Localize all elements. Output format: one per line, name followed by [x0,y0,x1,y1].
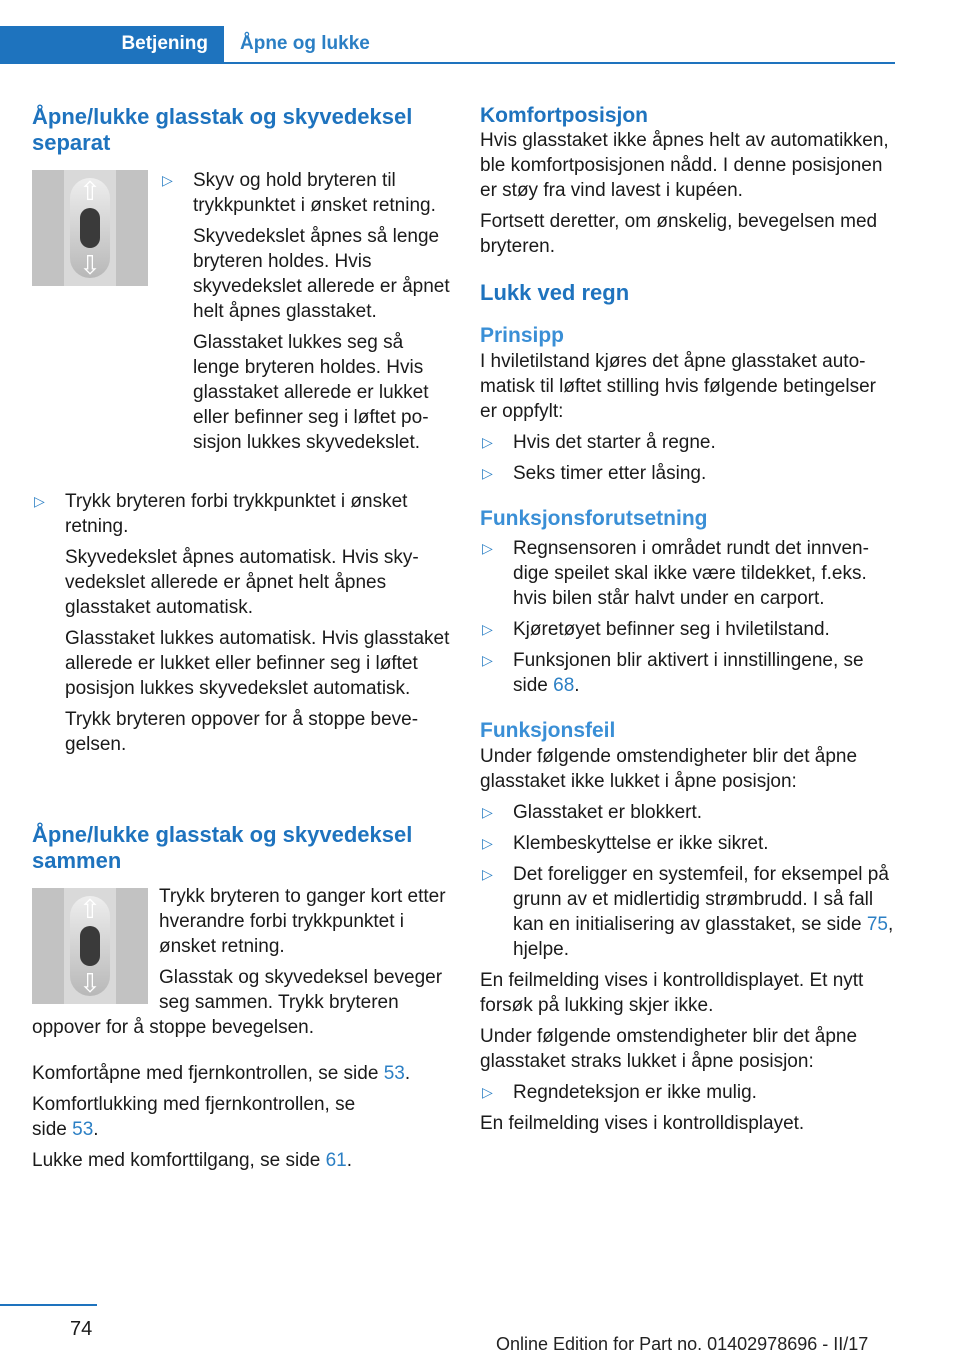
header-tabbar [0,26,895,64]
sammen-p2a: Glasstak og skyvedeksel beveger seg sammen. Trykk bryteren [159,967,443,1013]
page-number-rule [0,1304,97,1306]
switch-illustration-sammen [32,888,148,1004]
forut-title: Funksjonsforutsetning [480,507,708,530]
feil-b4: ▷ Regndeteksjon er ikke mulig. [482,1082,757,1103]
feil-p1: Under følgende omstendigheter blir det åpne glasstaket ikke lukket i åpne posisjon: [480,746,858,792]
ref-2: Komfortlukking med fjernkontrollen, se side 53. [32,1094,356,1140]
separat-b2-p3: Glasstaket lukkes automatisk. Hvis glasstaket allerede er lukket eller befinner seg i løftet posisjon lukkes skyvedekslet automatisk. [65,628,450,699]
komfort-p1: Hvis glasstaket ikke åpnes helt av automatikken, ble komfortposisjonen nådd. I denne posisjonen er støy fra vind lavest i kupéen. [480,130,889,201]
switch-illustration-separat [32,170,148,286]
prinsipp-b1: ▷ Hvis det starter å regne. [482,432,716,453]
ref-3: Lukke med komforttilgang, se side 61. [32,1150,353,1171]
separat-bullet-2 [32,489,450,763]
left-column [32,104,448,174]
page-link-75[interactable]: 75 [866,914,888,935]
feil-b3: ▷ Det foreligger en systemfeil, for eksempel på grunn av et midlertidig strømbrudd. I så fall kan en initialisering av glasstaket, se side 75, hjelpe. [482,864,894,960]
separat-b1-text: Skyv og hold bryteren til trykkpunktet i ønsket retning. [193,170,436,216]
separat-b1-p3: Glasstaket lukkes seg så lenge bryteren holdes. Hvis glasstaket allerede er lukket eller befinner seg i løftet posisjon lukkes skyvedekslet. [193,332,429,453]
arrow-up-icon: ⇧ [79,894,101,924]
sammen-text-cont [32,1015,450,1046]
prinsipp-p: I hviletilstand kjøres det åpne glasstaket automatisk til løftet stilling hvis følgende betingelser er oppfylt: [480,351,876,422]
sammen-section [32,822,450,874]
section-title-separat: Åpne/lukke glasstak og skyvedeksel separat [32,104,413,155]
feil-title: Funksjonsfeil [480,719,616,742]
feil-b1: ▷ Glasstaket er blokkert. [482,802,703,823]
bullet-arrow-icon: ▷ [482,804,493,820]
arrow-down-icon: ⇩ [79,250,101,280]
feil-p4: En feilmelding vises i kontrolldisplayet. [480,1113,805,1134]
bullet-arrow-icon: ▷ [482,1084,493,1100]
bullet-arrow-icon: ▷ [34,493,45,509]
tab-betjening[interactable]: Betjening [0,26,224,62]
rain-title: Lukk ved regn [480,280,630,305]
separat-b2-text: Trykk bryteren forbi trykkpunktet i ønsket retning. [65,491,408,537]
separat-b1-p2: Skyvedekslet åpnes så lenge bryteren holdes. Hvis skyvedekslet allerede er åpnet helt åpnes glasstaket. [193,226,450,322]
sammen-p1: Trykk bryteren to ganger kort etter hverandre forbi trykkpunktet i ønsket retning. [159,886,446,957]
tab-apne-og-lukke[interactable]: Åpne og lukke [240,33,370,54]
arrow-down-icon: ⇩ [79,968,101,998]
komfort-title: Komfortposisjon [480,104,648,127]
sammen-p2b: oppover for å stoppe bevegelsen. [32,1017,315,1038]
arrow-up-icon: ⇧ [79,176,101,206]
right-column [480,104,896,1142]
bullet-arrow-icon: ▷ [482,835,493,851]
bullet-arrow-icon: ▷ [482,621,493,637]
page-number: 74 [70,1318,93,1340]
section-title-sammen: Åpne/lukke glasstak og skyvedeksel sammen [32,822,413,873]
bullet-arrow-icon: ▷ [482,540,493,556]
komfort-p2: Fortsett deretter, om ønskelig, bevegelsen med bryteren. [480,211,878,257]
separat-b2-p4: Trykk bryteren oppover for å stoppe bevegelsen. [65,709,419,755]
page-link-68[interactable]: 68 [553,675,575,696]
ref-1: Komfortåpne med fjernkontrollen, se side 53. [32,1063,411,1084]
page-link-53[interactable]: 53 [383,1063,405,1084]
prinsipp-title: Prinsipp [480,324,565,347]
bullet-arrow-icon: ▷ [482,465,493,481]
forut-b2: ▷ Kjøretøyet befinner seg i hviletilstand. [482,619,830,640]
sammen-text [159,884,451,1015]
page-link-61[interactable]: 61 [325,1150,347,1171]
forut-b3: ▷ Funksjonen blir aktivert i innstillingene, se side 68. [482,650,864,696]
feil-p3: Under følgende omstendigheter blir det åpne glasstaket straks lukket i åpne posisjon: [480,1026,858,1072]
page-link-53b[interactable]: 53 [72,1119,94,1140]
separat-b2-p2: Skyvedekslet åpnes automatisk. Hvis skyvedekslet allerede er åpnet helt åpnes glasstaket automatisk. [65,547,419,618]
feil-b2: ▷ Klembeskyttelse er ikke sikret. [482,833,769,854]
bullet-arrow-icon: ▷ [482,866,493,882]
feil-p2: En feilmelding vises i kontrolldisplayet. Et nytt forsøk på lukking skjer ikke. [480,970,864,1016]
forut-b1: ▷ Regnsensoren i området rundt det innvendige speilet skal ikke være tildekket, f.eks. hvis bilen står halvt under en carport. [482,538,869,609]
prinsipp-b2: ▷ Seks timer etter låsing. [482,463,707,484]
bullet-arrow-icon: ▷ [162,172,173,188]
separat-bullet-1 [160,168,450,461]
edition-footer: Online Edition for Part no. 01402978696 - II/17 [496,1334,869,1354]
references [32,1061,432,1179]
bullet-arrow-icon: ▷ [482,652,493,668]
bullet-arrow-icon: ▷ [482,434,493,450]
